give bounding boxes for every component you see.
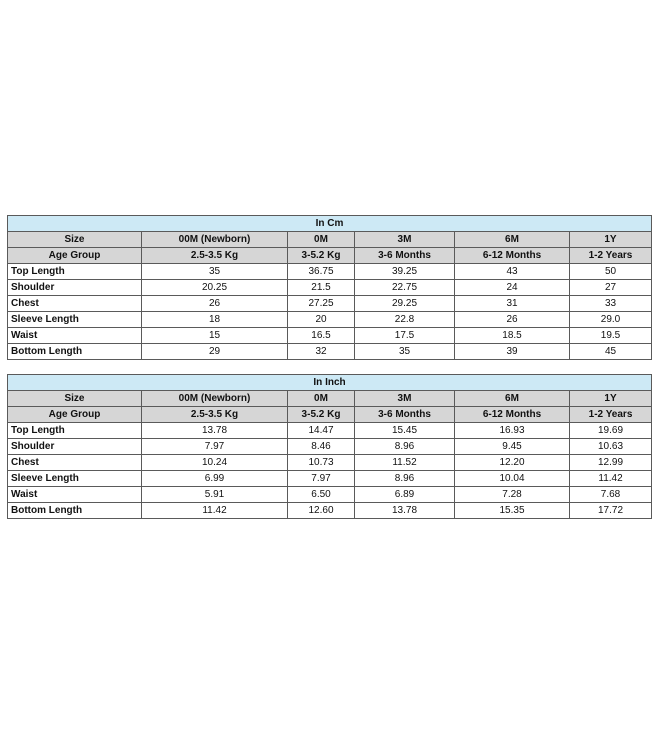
size-header-row bbox=[8, 232, 652, 248]
measurement-value: 27 bbox=[570, 280, 652, 296]
measurement-value: 15 bbox=[142, 328, 288, 344]
measurement-value: 39 bbox=[455, 344, 570, 360]
measurement-value: 12.20 bbox=[455, 455, 570, 471]
measurement-row bbox=[8, 328, 652, 344]
size-label: Size bbox=[8, 232, 142, 248]
age-header-cell: 3-6 Months bbox=[355, 248, 455, 264]
age-header-row bbox=[8, 407, 652, 423]
measurement-label: Bottom Length bbox=[8, 503, 142, 519]
size-header-row bbox=[8, 391, 652, 407]
table-title: In Inch bbox=[8, 375, 652, 391]
measurement-value: 14.47 bbox=[288, 423, 355, 439]
size-header-cell: 00M (Newborn) bbox=[142, 391, 288, 407]
measurement-value: 11.42 bbox=[142, 503, 288, 519]
measurement-value: 6.99 bbox=[142, 471, 288, 487]
measurement-value: 7.28 bbox=[455, 487, 570, 503]
measurement-value: 29.0 bbox=[570, 312, 652, 328]
measurement-value: 16.5 bbox=[288, 328, 355, 344]
measurement-value: 39.25 bbox=[355, 264, 455, 280]
age-header-cell: 3-6 Months bbox=[355, 407, 455, 423]
measurement-value: 19.5 bbox=[570, 328, 652, 344]
measurement-value: 10.24 bbox=[142, 455, 288, 471]
measurement-row bbox=[8, 439, 652, 455]
measurement-row bbox=[8, 312, 652, 328]
size-header-cell: 6M bbox=[455, 232, 570, 248]
measurement-value: 7.97 bbox=[288, 471, 355, 487]
measurement-value: 18.5 bbox=[455, 328, 570, 344]
measurement-row bbox=[8, 455, 652, 471]
measurement-value: 15.35 bbox=[455, 503, 570, 519]
measurement-value: 16.93 bbox=[455, 423, 570, 439]
age-header-cell: 1-2 Years bbox=[570, 248, 652, 264]
measurement-row bbox=[8, 487, 652, 503]
measurement-value: 26 bbox=[142, 296, 288, 312]
measurement-value: 45 bbox=[570, 344, 652, 360]
measurement-value: 13.78 bbox=[142, 423, 288, 439]
age-header-cell: 1-2 Years bbox=[570, 407, 652, 423]
size-header-cell: 3M bbox=[355, 391, 455, 407]
measurement-row bbox=[8, 423, 652, 439]
measurement-value: 8.96 bbox=[355, 439, 455, 455]
measurement-value: 11.52 bbox=[355, 455, 455, 471]
age-header-cell: 2.5-3.5 Kg bbox=[142, 407, 288, 423]
measurement-row bbox=[8, 471, 652, 487]
measurement-label: Sleeve Length bbox=[8, 471, 142, 487]
measurement-row bbox=[8, 264, 652, 280]
measurement-label: Top Length bbox=[8, 423, 142, 439]
age-header-cell: 6-12 Months bbox=[455, 407, 570, 423]
measurement-row bbox=[8, 344, 652, 360]
table-title: In Cm bbox=[8, 216, 652, 232]
measurement-value: 22.8 bbox=[355, 312, 455, 328]
size-label: Size bbox=[8, 391, 142, 407]
measurement-value: 24 bbox=[455, 280, 570, 296]
measurement-value: 5.91 bbox=[142, 487, 288, 503]
measurement-label: Bottom Length bbox=[8, 344, 142, 360]
measurement-value: 32 bbox=[288, 344, 355, 360]
measurement-value: 33 bbox=[570, 296, 652, 312]
measurement-value: 20 bbox=[288, 312, 355, 328]
size-header-cell: 3M bbox=[355, 232, 455, 248]
measurement-value: 9.45 bbox=[455, 439, 570, 455]
measurement-value: 11.42 bbox=[570, 471, 652, 487]
measurement-value: 19.69 bbox=[570, 423, 652, 439]
measurement-label: Waist bbox=[8, 487, 142, 503]
measurement-value: 17.5 bbox=[355, 328, 455, 344]
measurement-value: 8.46 bbox=[288, 439, 355, 455]
measurement-value: 10.63 bbox=[570, 439, 652, 455]
measurement-value: 35 bbox=[355, 344, 455, 360]
measurement-value: 17.72 bbox=[570, 503, 652, 519]
measurement-label: Sleeve Length bbox=[8, 312, 142, 328]
measurement-label: Chest bbox=[8, 296, 142, 312]
measurement-value: 43 bbox=[455, 264, 570, 280]
measurement-value: 15.45 bbox=[355, 423, 455, 439]
measurement-row bbox=[8, 296, 652, 312]
measurement-value: 27.25 bbox=[288, 296, 355, 312]
table-title-row bbox=[8, 216, 652, 232]
measurement-label: Shoulder bbox=[8, 280, 142, 296]
age-header-cell: 3-5.2 Kg bbox=[288, 407, 355, 423]
measurement-label: Top Length bbox=[8, 264, 142, 280]
measurement-value: 6.50 bbox=[288, 487, 355, 503]
table-title-row bbox=[8, 375, 652, 391]
measurement-value: 12.60 bbox=[288, 503, 355, 519]
measurement-value: 50 bbox=[570, 264, 652, 280]
measurement-value: 10.73 bbox=[288, 455, 355, 471]
size-header-cell: 6M bbox=[455, 391, 570, 407]
measurement-row bbox=[8, 503, 652, 519]
measurement-rows bbox=[8, 423, 652, 519]
measurement-row bbox=[8, 280, 652, 296]
measurement-value: 29 bbox=[142, 344, 288, 360]
measurement-value: 35 bbox=[142, 264, 288, 280]
measurement-label: Shoulder bbox=[8, 439, 142, 455]
measurement-value: 31 bbox=[455, 296, 570, 312]
measurement-value: 12.99 bbox=[570, 455, 652, 471]
measurement-value: 36.75 bbox=[288, 264, 355, 280]
measurement-value: 21.5 bbox=[288, 280, 355, 296]
measurement-value: 6.89 bbox=[355, 487, 455, 503]
measurement-label: Waist bbox=[8, 328, 142, 344]
age-header-cell: 3-5.2 Kg bbox=[288, 248, 355, 264]
age-group-label: Age Group bbox=[8, 407, 142, 423]
size-header-cell: 0M bbox=[288, 391, 355, 407]
age-header-row bbox=[8, 248, 652, 264]
size-header-cell: 1Y bbox=[570, 232, 652, 248]
measurement-value: 20.25 bbox=[142, 280, 288, 296]
age-header-cell: 2.5-3.5 Kg bbox=[142, 248, 288, 264]
size-header-cell: 0M bbox=[288, 232, 355, 248]
size-header-cell: 00M (Newborn) bbox=[142, 232, 288, 248]
measurement-value: 18 bbox=[142, 312, 288, 328]
size-chart-inch-table bbox=[7, 374, 652, 519]
size-chart-cm-table bbox=[7, 215, 652, 360]
measurement-value: 22.75 bbox=[355, 280, 455, 296]
measurement-value: 13.78 bbox=[355, 503, 455, 519]
size-header-cell: 1Y bbox=[570, 391, 652, 407]
measurement-value: 7.68 bbox=[570, 487, 652, 503]
measurement-value: 10.04 bbox=[455, 471, 570, 487]
measurement-rows bbox=[8, 264, 652, 360]
age-header-cell: 6-12 Months bbox=[455, 248, 570, 264]
measurement-value: 7.97 bbox=[142, 439, 288, 455]
measurement-value: 29.25 bbox=[355, 296, 455, 312]
age-group-label: Age Group bbox=[8, 248, 142, 264]
measurement-value: 8.96 bbox=[355, 471, 455, 487]
measurement-value: 26 bbox=[455, 312, 570, 328]
measurement-label: Chest bbox=[8, 455, 142, 471]
